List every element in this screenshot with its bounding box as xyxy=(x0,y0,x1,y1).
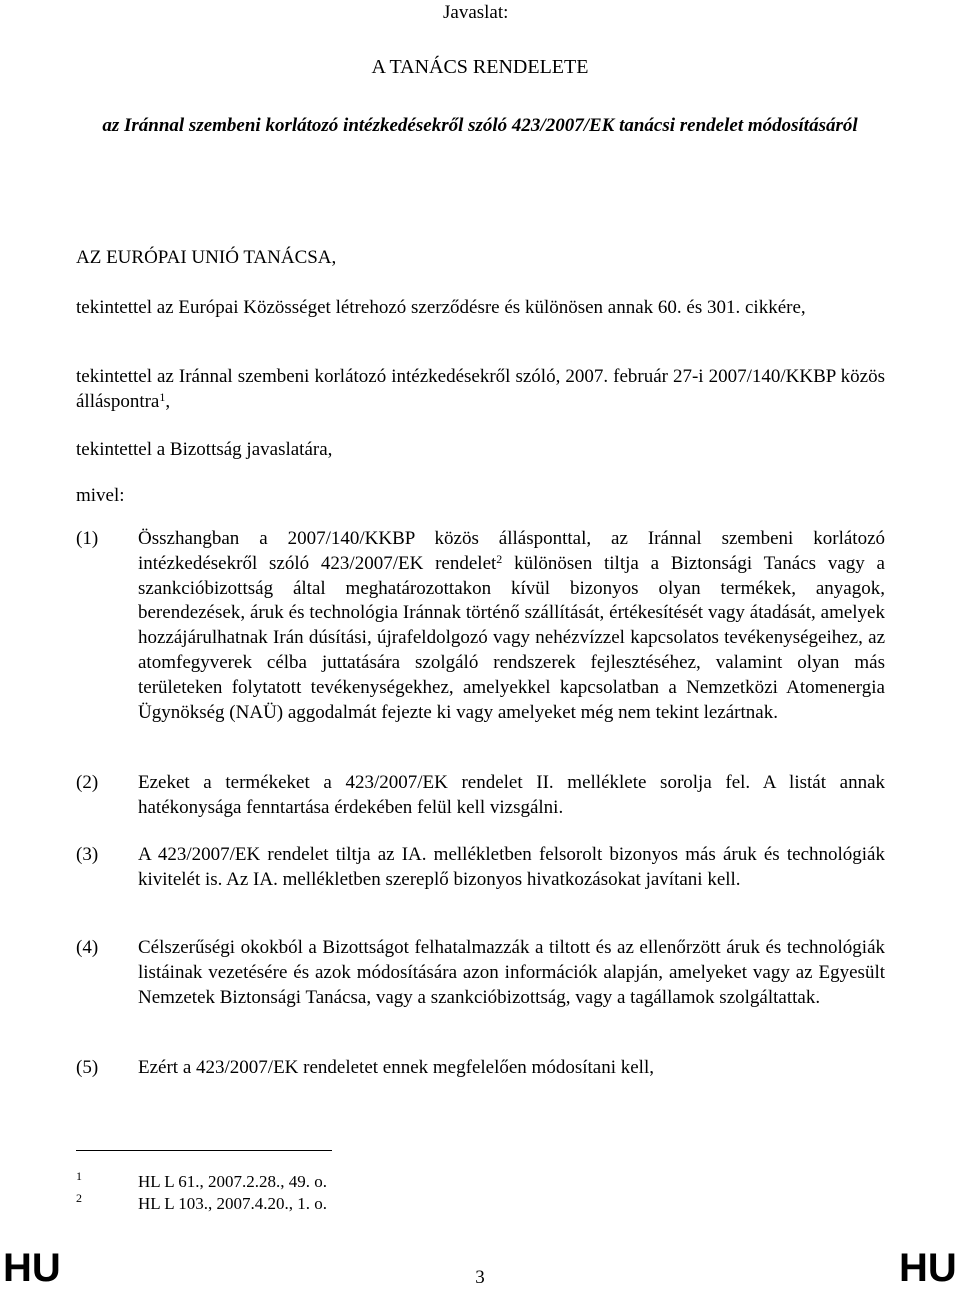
recital-number: (5) xyxy=(76,1057,99,1078)
recital-text: A 423/2007/EK rendelet tiltja az IA. mellékletben felsorolt bizonyos más áruk és technológiák kivitelét is. Az IA. mellékletben szereplő bizonyos hivatkozásokat javítani kell. xyxy=(138,844,885,890)
recital-1 xyxy=(76,527,885,725)
footnote-ref-2: 2 xyxy=(496,551,503,566)
recital-3 xyxy=(76,843,885,893)
recital-text: Ezeket a termékeket a 423/2007/EK rendelet II. melléklete sorolja fel. A listát annak hatékonysága fenntartása érdekében felül kell vizsgálni. xyxy=(138,772,885,818)
whereas-label: mivel: xyxy=(76,485,125,506)
recital-number: (4) xyxy=(76,937,99,958)
proposal-label: Javaslat: xyxy=(443,2,509,23)
citation-commission: tekintettel a Bizottság javaslatára, xyxy=(76,439,333,460)
recital-number: (2) xyxy=(76,772,99,793)
footnote-ref-1: 1 xyxy=(159,390,166,404)
document-subtitle: az Iránnal szembeni korlátozó intézkedésekről szóló 423/2007/EK tanácsi rendelet módosításáról xyxy=(102,115,858,136)
language-code-left: HU xyxy=(3,1246,61,1290)
council-heading: AZ EURÓPAI UNIÓ TANÁCSA, xyxy=(76,247,337,268)
language-code-right: HU xyxy=(899,1246,957,1290)
recital-text: Célszerűségi okokból a Bizottságot felhatalmazzák a tiltott és az ellenőrzött áruk és technológiák listáinak vezetésére és azok módosítására azon információk alapján, amelyeket vagy az Egyesült Nemzetek Biztonsági Tanácsa, vagy a szankcióbizottság, vagy a tagállamok szolgáltattak. xyxy=(138,937,885,1008)
footnote-text: HL L 61., 2007.2.28., 49. o. xyxy=(138,1172,328,1191)
citation-common-position-end: , xyxy=(165,391,171,412)
citation-treaty: tekintettel az Európai Közösséget létrehozó szerződésre és különösen annak 60. és 301. cikkére, xyxy=(76,297,806,318)
page-number: 3 xyxy=(475,1267,485,1288)
recital-2 xyxy=(76,771,885,821)
recital-number: (3) xyxy=(76,844,99,865)
footnote-text: HL L 103., 2007.4.20., 1. o. xyxy=(138,1194,328,1213)
citation-common-position-text: tekintettel az Iránnal szembeni korlátozó intézkedésekről szóló, 2007. február 27-i 2007/140/KKBP közös álláspontra xyxy=(76,366,885,412)
footnote-mark: 2 xyxy=(76,1191,82,1205)
recital-text-part: különösen tiltja a Biztonsági Tanács vagy a szankcióbizottság által meghatározottakon kívül bizonyos olyan termékek, anyagok, berendezések, áruk és technológia Iránnak történő szállítását, értékesítését vagy átadását, amelyek hozzájárulhatnak Irán dúsítási, újrafeldolgozó vagy nehézvízzel kapcsolatos tevékenységeihez, az atomfegyverek célba juttatására szolgáló rendszerek fejlesztéséhez, valamint olyan más területeken folytatott tevékenységekhez, amelyekkel kapcsolatban a Nemzetközi Atomenergia Ügynökség (NAÜ) aggodalmát fejezte ki vagy amelyeket még nem tekint lezártnak. xyxy=(138,552,885,723)
recital-text: Ezért a 423/2007/EK rendeletet ennek megfelelően módosítani kell, xyxy=(138,1057,654,1078)
footnote-separator xyxy=(76,1150,332,1151)
document-title: A TANÁCS RENDELETE xyxy=(371,56,589,78)
citation-common-position xyxy=(76,364,885,414)
footnote-mark: 1 xyxy=(76,1169,82,1183)
recital-number: (1) xyxy=(76,528,99,549)
recital-4 xyxy=(76,936,885,1010)
recital-text-part: Összhangban a 2007/140/KKBP közös állásponttal, az Iránnal szembeni korlátozó intézkedésekről szóló 423/2007/EK rendelet xyxy=(138,528,885,574)
recital-text xyxy=(138,527,885,725)
recital-5 xyxy=(76,1056,885,1081)
